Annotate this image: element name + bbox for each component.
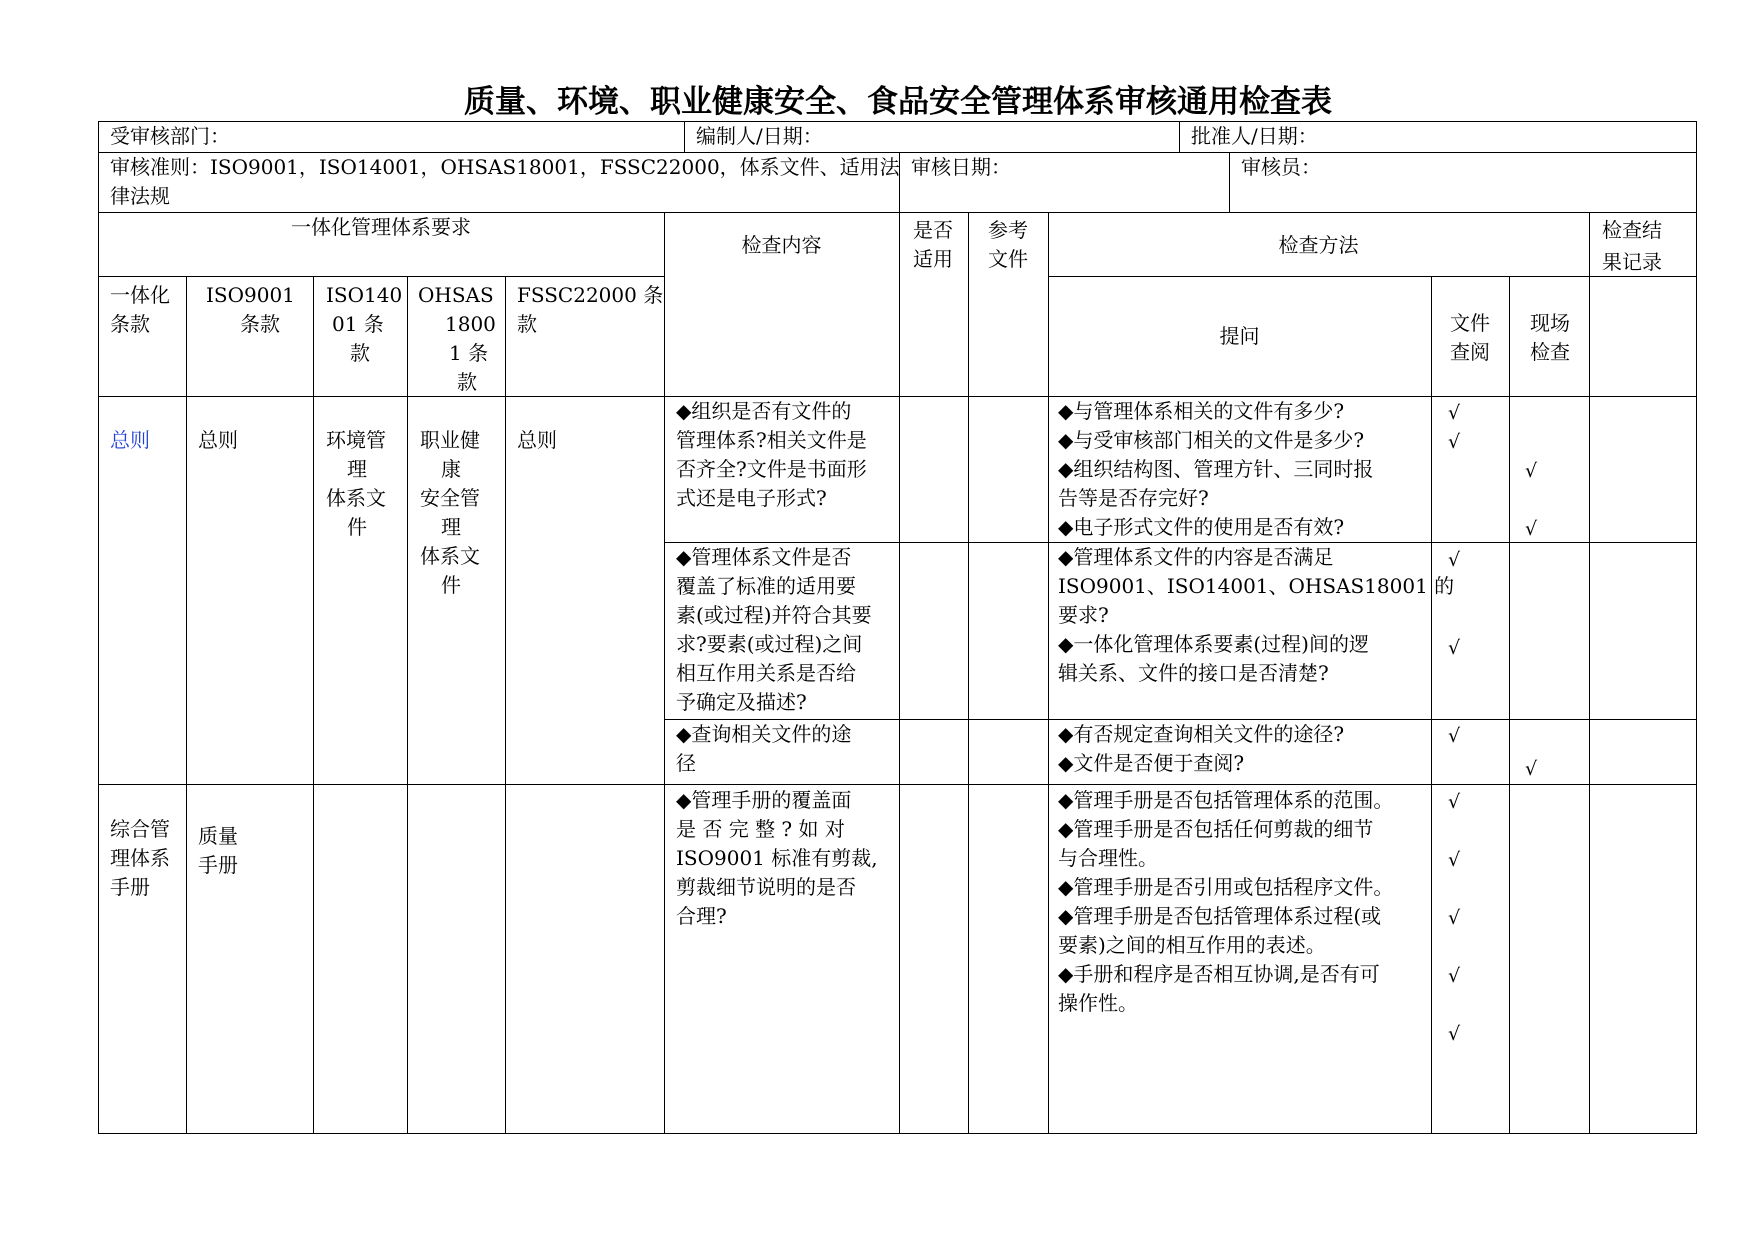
page-title: 质量、环境、职业健康安全、食品安全管理体系审核通用检查表 [464,84,1332,120]
question-header: 提问 [1219,324,1260,348]
integrated-clause-header-1: 一体化 [110,283,170,307]
ohsas-header-3: 1 条 [449,341,489,365]
result-header-2: 果记录 [1602,250,1662,274]
integrated-requirements-header: 一体化管理体系要求 [291,215,471,239]
applicable-header-1: 是否 [913,218,953,242]
check-mark: √ [1448,965,1461,987]
ohsas-header-2: 1800 [445,312,496,336]
result-header-1: 检查结 [1602,218,1662,242]
check-mark: √ [1525,758,1538,780]
onsite-header-2: 检查 [1530,340,1570,364]
iso9001-clause-general: 总则 [198,428,238,452]
iso9001-header-2: 条款 [240,312,280,336]
check-mark: √ [1448,402,1461,424]
fssc-clause-general: 总则 [517,428,557,452]
check-content-header: 检查内容 [741,233,822,257]
fssc-header-2: 款 [517,312,537,336]
audit-criteria-line1: 审核准则：ISO9001，ISO14001，OHSAS18001，FSSC22000，体系文件、适用法 [110,155,900,179]
iso9001-header-1: ISO9001 [206,283,295,307]
iso14001-header-2: 01 条 [332,312,384,336]
iso14001-header-3: 款 [350,341,370,365]
integrated-clause-header-2: 条款 [110,312,150,336]
doc-review-header-2: 查阅 [1450,340,1490,364]
check-mark: √ [1448,431,1461,453]
ohsas-header-4: 款 [457,370,477,394]
audit-criteria-line2: 律法规 [110,184,170,208]
reference-header-1: 参考 [988,218,1028,242]
audited-dept-label: 受审核部门： [110,124,230,148]
check-mark: √ [1448,1023,1461,1045]
check-mark: √ [1448,907,1461,929]
doc-review-header-1: 文件 [1450,311,1490,335]
integrated-clause-general: 总则 [110,428,150,452]
prepared-by-label: 编制人/日期： [696,124,823,148]
applicable-header-2: 适用 [913,247,953,271]
auditor-label: 审核员： [1241,155,1321,179]
check-mark: √ [1448,549,1461,571]
check-mark: √ [1448,849,1461,871]
reference-header-2: 文件 [988,247,1028,271]
onsite-header-1: 现场 [1530,311,1570,335]
ohsas-header-1: OHSAS [418,283,494,307]
check-mark: √ [1448,791,1461,813]
check-mark: √ [1525,518,1538,540]
check-mark: √ [1525,460,1538,482]
check-method-header: 检查方法 [1278,233,1359,257]
fssc-header-1: FSSC22000 条 [517,283,664,307]
check-mark: √ [1448,637,1461,659]
iso14001-header-1: ISO140 [326,283,403,307]
audit-date-label: 审核日期： [911,155,1011,179]
check-mark: √ [1448,725,1461,747]
approved-by-label: 批准人/日期： [1191,124,1318,148]
